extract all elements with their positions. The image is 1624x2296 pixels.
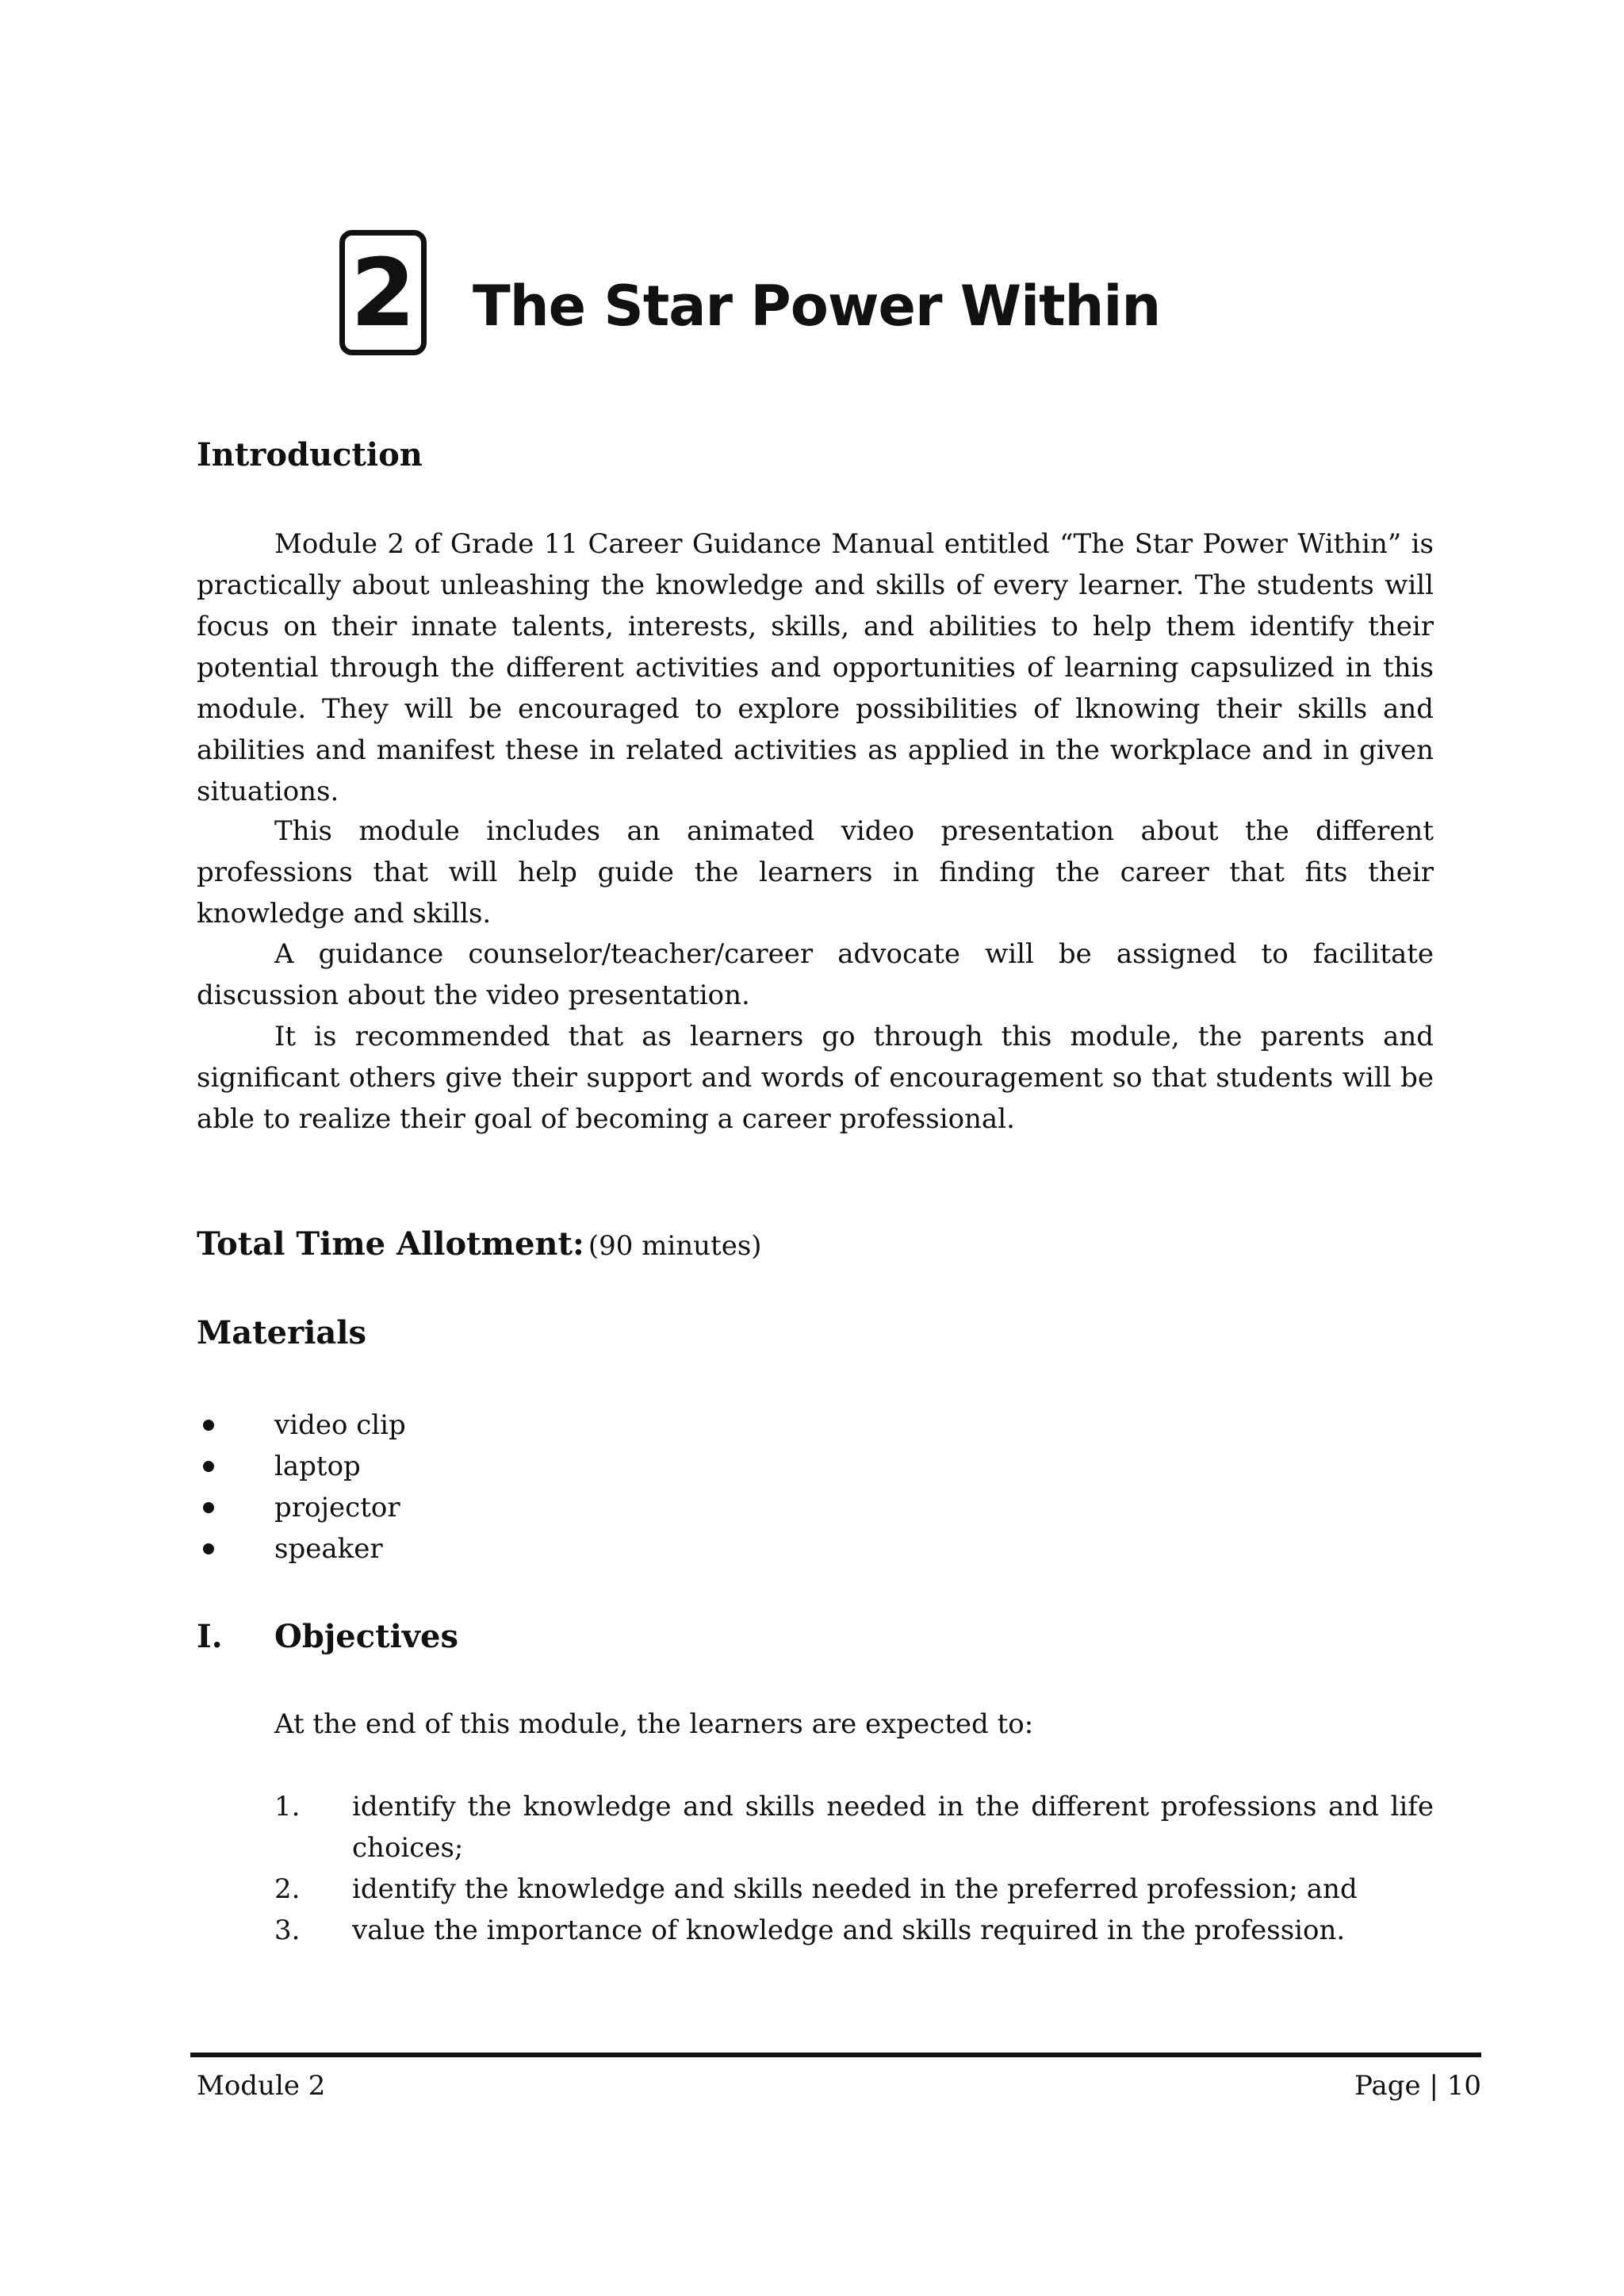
materials-heading: Materials [197,1314,367,1351]
list-item: video clip [197,1405,1434,1446]
list-item: laptop [197,1446,1434,1487]
objectives-intro: At the end of this module, the learners are expected to: [274,1708,1034,1740]
list-item: speaker [197,1528,1434,1570]
intro-paragraph: It is recommended that as learners go through this module, the parents and significant others give their support and words of encouragement so that students will be able to realize their goal of becoming a career professional. [197,1021,1434,1135]
module-title: The Star Power Within [473,274,1161,339]
module-title-block [339,230,1160,355]
objectives-intro-wrap [274,1704,1434,1745]
intro-paragraph-3-wrap [197,933,1434,1140]
footer-page-number: Page | 10 [1354,2070,1481,2102]
list-item: projector [197,1487,1434,1528]
introduction-heading: Introduction [197,436,423,473]
bullet-icon [203,1543,214,1554]
objectives-heading: Objectives [274,1618,458,1655]
time-allotment-value: (90 minutes) [588,1230,762,1262]
intro-paragraph: A guidance counselor/teacher/career advocate will be assigned to facilitate discussion about the video presentation. [197,938,1434,1011]
footer-divider [190,2053,1481,2057]
time-allotment [197,1225,1434,1263]
bullet-icon [203,1461,214,1472]
intro-paragraph-2-wrap [197,811,1434,934]
list-item: 3. value the importance of knowledge and skills required in the profession. [274,1915,1346,1946]
bullet-icon [203,1502,214,1513]
introduction-section [197,436,1434,473]
bullet-icon [203,1420,214,1431]
materials-section [197,1314,1434,1351]
intro-paragraph: This module includes an animated video presentation about the different professions that will help guide the learners in finding the career that fits their knowledge and skills. [197,815,1434,930]
materials-list-wrap [197,1405,1434,1570]
objectives-number: I. [197,1618,223,1655]
time-allotment-label: Total Time Allotment: [197,1225,584,1263]
objectives-heading-row [197,1618,1434,1655]
list-item: 1. identify the knowledge and skills needed in the different professions and life choices; [274,1791,1434,1864]
objectives-section [197,1618,1434,1655]
objectives-list [274,1786,1434,1951]
module-number-badge: 2 [339,230,427,355]
footer-module-label: Module 2 [197,2070,326,2102]
list-item: 2. identify the knowledge and skills needed in the preferred profession; and [274,1873,1358,1905]
objectives-list-wrap [274,1786,1434,1951]
intro-paragraph-1-wrap [197,523,1434,812]
intro-paragraph: Module 2 of Grade 11 Career Guidance Manual entitled “The Star Power Within” is practically about unleashing the knowledge and skills of every learner. The students will focus on their innate talents, interests, skills, and abilities to help them identify their potential through the different activities and opportunities of learning capsulized in this module. They will be encouraged to explore possibilities of lknowing their skills and abilities and manifest these in related activities as applied in the workplace and in given situations. [197,528,1434,807]
materials-list [197,1405,1434,1570]
